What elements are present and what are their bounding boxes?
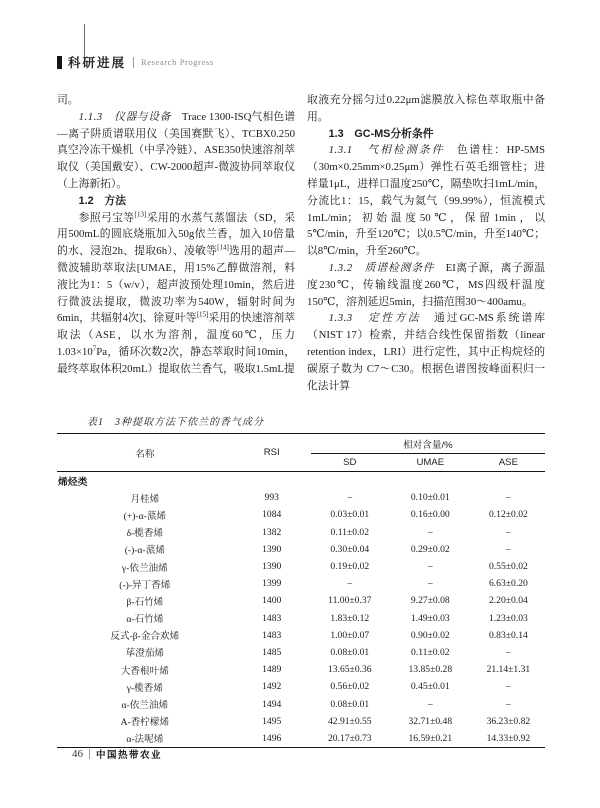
col-header-sd: SD [343,457,357,468]
subsection-text: 色谱柱：HP-5MS（30m×0.25mm×0.25μm）弹性石英毛细管柱；进样量1μL，进样口温度250℃，隔垫吹扫1mL/min，分流比1：15，载气为氦气（99.99%），恒流模式1mL/min；初始温度50℃，保留1min，以5℃/min，升至120℃；以0.5℃/min，升至140℃；以8℃/min，升至260℃。 [307,144,545,258]
sd-value: 0.08±0.01 [330,698,370,710]
compound-name: A-香柠檬烯 [120,717,170,729]
umae-value: – [427,561,433,573]
rsi-value: 993 [264,492,279,504]
umae-value: – [427,526,433,538]
sd-value: 42.91±0.55 [327,715,372,727]
right-column [307,92,545,410]
subsection-label: 1.3.3 定性方法 [328,312,422,325]
umae-value: 0.10±0.01 [410,492,450,504]
ase-value: 14.33±0.92 [486,732,531,744]
text-run: 选用的超声—微波辅助萃取法[UMAE，用15%乙醇做溶剂，料液比为1：5（w/v），超声波预处理10min，然后进行微波法提取，微波功率为540W，辐射时间为6min，共辐射4次]、徐夏叶等 [57,245,296,325]
compound-name: (-)-异丁香烯 [119,579,171,591]
col-header-umae: UMAE [416,457,445,468]
header-divider [133,57,134,68]
category-label: 烯烃类 [57,472,545,490]
subsection-label: 1.3.2 质谱检测条件 [328,261,435,274]
umae-value: 32.71±0.48 [408,715,453,727]
rsi-value: 1492 [262,681,282,693]
rsi-value: 1496 [262,732,282,744]
subsection-text: Trace 1300-ISQ气相色谱—离子阱质谱联用仪（美国赛默飞）、TCBX0.250真空冷冻干燥机（中孚冷链）、ASE350快速溶剂萃取仪（美国戴安）、CW-2000超声-微波协同萃取仪（上海新拓）。 [57,110,295,190]
umae-value: 0.11±0.02 [411,646,450,658]
table-row [57,627,545,644]
rsi-value: 1400 [262,595,282,607]
ase-value: 6.63±0.20 [488,578,528,590]
reference-superscript: [13] [134,209,147,218]
umae-value: – [427,578,433,590]
compound-name: 反式-β-金合欢烯 [110,631,180,643]
table-section [57,413,545,748]
umae-value: 0.16±0.00 [410,509,450,521]
rsi-value: 1489 [262,664,282,676]
ase-value: – [505,698,511,710]
rsi-value: 1390 [262,561,282,573]
compound-name: α-依兰油烯 [121,700,169,712]
umae-value: 13.85±0.28 [408,664,453,676]
left-column [57,92,295,410]
table-row [57,661,545,678]
compound-name: γ-榄香烯 [126,682,163,694]
sd-value: – [347,578,353,590]
ase-value: 2.20±0.04 [488,595,528,607]
rsi-value: 1483 [262,629,282,641]
subsection-paragraph [57,109,295,193]
rsi-value: 1483 [262,612,282,624]
compound-name: α-法呢烯 [126,734,164,746]
text-run: 采用的快速溶剂萃取法（ASE，以水为溶剂，温度60℃，压力1.03×10 [57,312,295,358]
compound-name: 大香根叶烯 [120,665,169,677]
col-header-name: 名称 [135,448,155,460]
subsection-label: 1.3.1 气相检测条件 [328,144,445,157]
sd-value: 0.11±0.02 [330,526,370,538]
sd-value: 20.17±0.73 [327,732,372,744]
ase-value: – [505,646,511,658]
section-heading: 1.3 GC-MS分析条件 [328,127,434,140]
col-header-ase: ASE [498,457,518,468]
table-row [57,713,545,730]
compound-name: (-)-α-蒎烯 [124,545,165,557]
reference-superscript: 7 [92,344,97,353]
paragraph: 司。 [57,94,79,106]
reference-superscript: [15] [196,310,209,319]
table-row [57,558,545,575]
umae-value: 9.27±0.08 [410,595,450,607]
subsection-label: 1.1.3 仪器与设备 [78,110,172,123]
sd-value: 0.30±0.04 [330,543,370,555]
umae-value: 16.59±0.21 [408,732,453,744]
table-title: 表1 3种提取方法下依兰的香气成分 [87,417,264,428]
ase-value: – [505,681,511,693]
sd-value: – [347,492,353,504]
compound-name: (+)-α-蒎烯 [123,510,167,522]
paragraph: 取液充分摇匀过0.22μm滤膜放入棕色萃取瓶中备用。 [307,94,545,123]
ase-value: – [505,492,511,504]
rsi-value: 1084 [262,509,282,521]
rsi-value: 1382 [262,526,282,538]
sd-value: 0.08±0.01 [330,646,370,658]
page-number: 46 [72,748,83,760]
sd-value: 13.65±0.36 [327,664,372,676]
compound-name: 月桂烯 [130,493,160,505]
umae-value: 0.45±0.01 [410,681,450,693]
col-header-rsi: RSI [263,447,280,458]
sd-value: 0.56±0.02 [330,681,370,693]
table-row [57,695,545,712]
page-header [57,53,214,71]
table-row [57,644,545,661]
sd-value: 11.00±0.37 [328,595,372,607]
category-row [57,472,545,490]
col-header-relative-content: 相对含量/% [311,434,545,454]
table-row [57,524,545,541]
ase-value: 21.14±1.31 [486,664,531,676]
table-row [57,610,545,627]
table-row [57,506,545,523]
subsection-text: 通过GC-MS系统谱库（NIST 17）检索，并结合线性保留指数（linear retention index，LRI）进行定性，其中正构烷烃的碳原子数为 C7～C30。根据色谱图按峰面积归一化法计算 [307,312,545,392]
sd-value: 1.83±0.12 [330,612,370,624]
table-row [57,541,545,558]
ase-value: 0.55±0.02 [488,561,528,573]
ase-value: 0.12±0.02 [488,509,528,521]
table-row [57,489,545,506]
section-title-en: Research Progress [141,57,214,67]
section-title-cn: 科研进展 [68,56,127,70]
table-row [57,575,545,592]
sd-value: 0.03±0.01 [330,509,370,521]
rsi-value: 1399 [262,578,282,590]
rsi-value: 1495 [262,715,282,727]
umae-value: 0.90±0.02 [410,629,450,641]
table-row [57,730,545,748]
umae-value: – [427,698,433,710]
text-run: Pa，循环次数2次，静态萃取时间10min，最终萃取体积20mL）提取依兰香气，吸取1.5mL提 [57,345,295,375]
subsection-paragraph [307,260,545,310]
sd-value: 0.19±0.02 [330,561,370,573]
ase-value: 1.23±0.03 [488,612,528,624]
footer-divider [89,749,90,759]
text-run: 参照弓宝等 [78,211,135,224]
page-footer [72,747,162,761]
section-marker-bar [57,56,62,69]
reference-superscript: [14] [217,243,229,252]
table-row [57,592,545,609]
subsection-paragraph [307,142,545,260]
compound-name: 荜澄茄烯 [125,648,165,660]
compound-name: δ-榄香烯 [126,528,164,540]
umae-value: 0.29±0.02 [410,543,450,555]
ase-value: – [505,526,511,538]
paragraph [57,210,295,378]
text-run: 采用的水蒸气蒸馏法（SD，采用500mL的圆底烧瓶加入50g依兰香，加入10倍量的水、浸泡2h、提取6h）、凌敏等 [57,211,296,258]
table-row [57,678,545,695]
rsi-value: 1485 [262,646,282,658]
aroma-components-table [57,433,545,748]
section-heading: 1.2 方法 [78,194,126,207]
journal-name: 中国热带农业 [96,750,163,761]
ase-value: – [505,543,511,555]
compound-name: β-石竹烯 [126,596,164,608]
rsi-value: 1390 [262,543,282,555]
compound-name: α-石竹烯 [126,614,164,626]
umae-value: 1.49±0.03 [410,612,450,624]
ase-value: 36.23±0.82 [486,715,531,727]
article-body [57,92,545,410]
compound-name: γ-依兰油烯 [121,562,168,574]
subsection-paragraph [307,310,545,394]
subsection-text: EI离子源，离子源温度230℃，传输线温度260℃，MS四级杆温度150℃，溶剂延迟5min，扫描范围30～400amu。 [307,261,545,308]
ase-value: 0.83±0.14 [488,629,528,641]
sd-value: 1.00±0.07 [330,629,370,641]
rsi-value: 1494 [262,698,282,710]
